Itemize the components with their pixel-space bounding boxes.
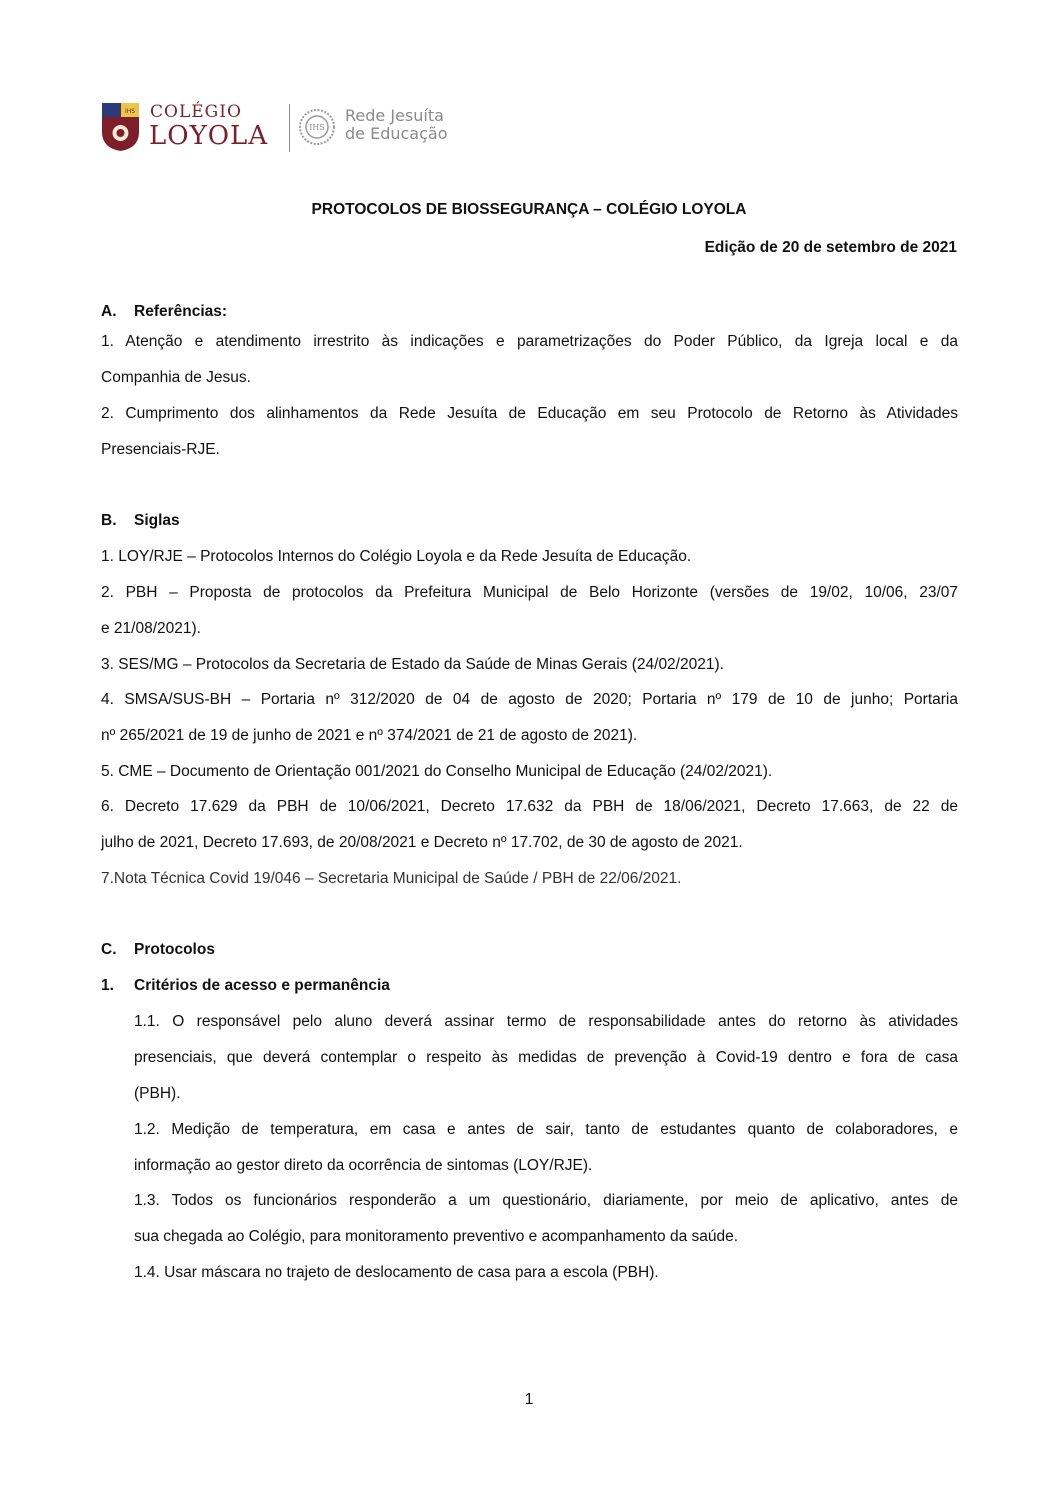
school-shield-icon	[101, 102, 140, 152]
edition-date: Edição de 20 de setembro de 2021	[704, 239, 957, 256]
section-b-item-5: 5. CME – Documento de Orientação 001/2021 do Conselho Municipal de Educação (24/02/2021).	[101, 763, 773, 780]
section-b-item-7: 7.Nota Técnica Covid 19/046 – Secretaria Municipal de Saúde / PBH de 22/06/2021.	[101, 870, 682, 887]
section-a-item-2-line-2: Presenciais-RJE.	[101, 441, 220, 458]
item-1-2-line-1: 1.2. Medição de temperatura, em casa e antes de sair, tanto de estudantes quanto de colaboradores, e	[134, 1121, 958, 1138]
logo-colegio: COLÉGIO	[150, 102, 242, 122]
section-b-item-6-line-2: julho de 2021, Decreto 17.693, de 20/08/2021 e Decreto nº 17.702, de 30 de agosto de 2021.	[101, 834, 743, 851]
header-logo	[101, 100, 461, 154]
section-a-item-2-line-1: 2. Cumprimento dos alinhamentos da Rede Jesuíta de Educação em seu Protocolo de Retorno às Atividades	[101, 405, 958, 422]
section-b-heading: Siglas	[134, 512, 180, 529]
shield-text: IHS	[124, 108, 136, 115]
logo-loyola: LOYOLA	[149, 121, 269, 151]
section-b-item-3: 3. SES/MG – Protocolos da Secretaria de Estado da Saúde de Minas Gerais (24/02/2021).	[101, 656, 724, 673]
section-a-item-1-line-2: Companhia de Jesus.	[101, 369, 251, 386]
section-a-marker: A.	[101, 303, 117, 320]
item-1-4-line-1: 1.4. Usar máscara no trajeto de deslocamento de casa para a escola (PBH).	[134, 1264, 659, 1281]
section-b-marker: B.	[101, 512, 117, 529]
logo-rede-line1: Rede Jesuíta	[345, 106, 444, 125]
page-number: 1	[524, 1391, 534, 1408]
item-1-1-line-3: (PBH).	[134, 1085, 181, 1102]
item-1-1-line-2: presenciais, que deverá contemplar o respeito às medidas de prevenção à Covid-19 dentro e fora de casa	[134, 1049, 958, 1066]
section-b-item-4-line-1: 4. SMSA/SUS-BH – Portaria nº 312/2020 de 04 de agosto de 2020; Portaria nº 179 de 10 de junho; Portaria	[101, 691, 958, 708]
logo-rede-line2: de Educação	[345, 124, 448, 143]
section-a-heading: Referências:	[134, 303, 228, 320]
item-1-3-line-2: sua chegada ao Colégio, para monitoramento preventivo e acompanhamento da saúde.	[134, 1228, 739, 1245]
section-c-heading: Protocolos	[134, 941, 215, 958]
item-1-1-line-1: 1.1. O responsável pelo aluno deverá assinar termo de responsabilidade antes do retorno às atividades	[134, 1013, 958, 1030]
subsection-1-heading: Critérios de acesso e permanência	[134, 977, 390, 994]
section-b-item-1: 1. LOY/RJE – Protocolos Internos do Colégio Loyola e da Rede Jesuíta de Educação.	[101, 548, 692, 565]
section-b-item-4-line-2: nº 265/2021 de 19 de junho de 2021 e nº 374/2021 de 21 de agosto de 2021).	[101, 727, 638, 744]
section-b-item-6-line-1: 6. Decreto 17.629 da PBH de 10/06/2021, Decreto 17.632 da PBH de 18/06/2021, Decreto 17.663, de 22 de	[101, 798, 958, 815]
section-a-item-1-line-1: 1. Atenção e atendimento irrestrito às indicações e parametrizações do Poder Público, da Igreja local e da	[101, 333, 958, 350]
seal-text: IHS	[309, 123, 325, 132]
section-b-item-2-line-1: 2. PBH – Proposta de protocolos da Prefeitura Municipal de Belo Horizonte (versões de 19/02, 10/06, 23/07	[101, 584, 958, 601]
subsection-1-marker: 1.	[101, 977, 114, 994]
item-1-2-line-2: informação ao gestor direto da ocorrência de sintomas (LOY/RJE).	[134, 1157, 593, 1174]
logo-divider	[289, 104, 290, 152]
section-c-marker: C.	[101, 941, 117, 958]
jesuit-seal-icon	[297, 107, 337, 147]
item-1-3-line-1: 1.3. Todos os funcionários responderão a um questionário, diariamente, por meio de aplicativo, antes de	[134, 1192, 958, 1209]
document-title: PROTOCOLOS DE BIOSSEGURANÇA – COLÉGIO LOYOLA	[311, 201, 747, 218]
section-b-item-2-line-2: e 21/08/2021).	[101, 620, 201, 637]
